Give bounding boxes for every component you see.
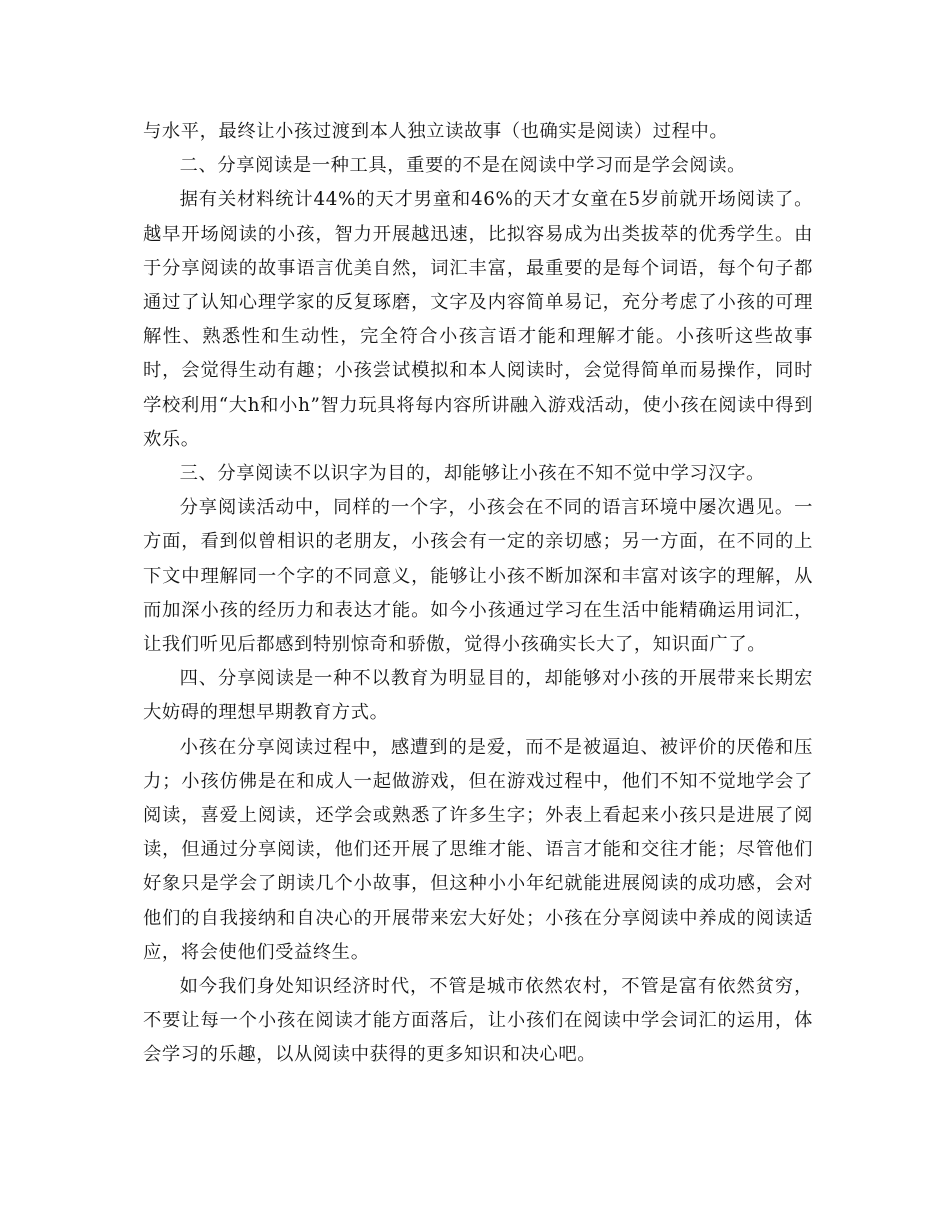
section-heading-2: 二、分享阅读是一种工具，重要的不是在阅读中学习而是学会阅读。	[179, 155, 747, 177]
paragraph-statistics: 据有关材料统计44%的天才男童和46%的天才女童在5岁前就开场阅读了。越早开场阅读的小孩，智力开展越迅速，比拟容易成为出类拔萃的优秀学生。由于分享阅读的故事语言优美自然，词汇丰富，最重要的是每个词语，每个句子都通过了认知心理学家的反复琢磨，文字及内容简单易记，充分考虑了小孩的可理解性、熟悉性和生动性，完全符合小孩言语才能和理解才能。小孩听这些故事时，会觉得生动有趣；小孩尝试模拟和本人阅读时，会觉得简单而易操作，同时学校利用“大h和小h”智力玩具将每内容所讲融入游戏活动，使小孩在阅读中得到欢乐。	[143, 189, 813, 450]
paragraph-conclusion: 如今我们身处知识经济时代，不管是城市依然农村，不管是富有依然贫穷，不要让每一个小孩在阅读才能方面落后，让小孩们在阅读中学会词汇的运用，体会学习的乐趣，以从阅读中获得的更多知识和决心吧。	[143, 976, 813, 1066]
document-body	[143, 115, 813, 1073]
paragraph-character-learning: 分享阅读活动中，同样的一个字，小孩会在不同的语言环境中屡次遇见。一方面，看到似曾相识的老朋友，小孩会有一定的亲切感；另一方面，在不同的上下文中理解同一个字的不同意义，能够让小孩不断加深和丰富对该字的理解，从而加深小孩的经历力和表达才能。如今小孩通过学习在生活中能精确运用词汇，让我们听见后都感到特别惊奇和骄傲，觉得小孩确实长大了，知识面广了。	[143, 497, 813, 656]
section-heading-4: 四、分享阅读是一种不以教育为明显目的，却能够对小孩的开展带来长期宏大妨碍的理想早期教育方式。	[143, 668, 813, 724]
paragraph-continued-text: 与水平，最终让小孩过渡到本人独立读故事（也确实是阅读）过程中。	[143, 121, 729, 142]
paragraph-benefits: 小孩在分享阅读过程中，感遭到的是爱，而不是被逼迫、被评价的厌倦和压力；小孩仿佛是在和成人一起做游戏，但在游戏过程中，他们不知不觉地学会了阅读，喜爱上阅读，还学会或熟悉了许多生字；外表上看起来小孩只是进展了阅读，但通过分享阅读，他们还开展了思维才能、语言才能和交往才能；尽管他们好象只是学会了朗读几个小故事，但这种小小年纪就能进展阅读的成功感，会对他们的自我接纳和自决心的开展带来宏大好处；小孩在分享阅读中养成的阅读适应，将会使他们受益终生。	[143, 736, 813, 963]
section-heading-3: 三、分享阅读不以识字为目的，却能够让小孩在不知不觉中学习汉字。	[179, 463, 765, 485]
